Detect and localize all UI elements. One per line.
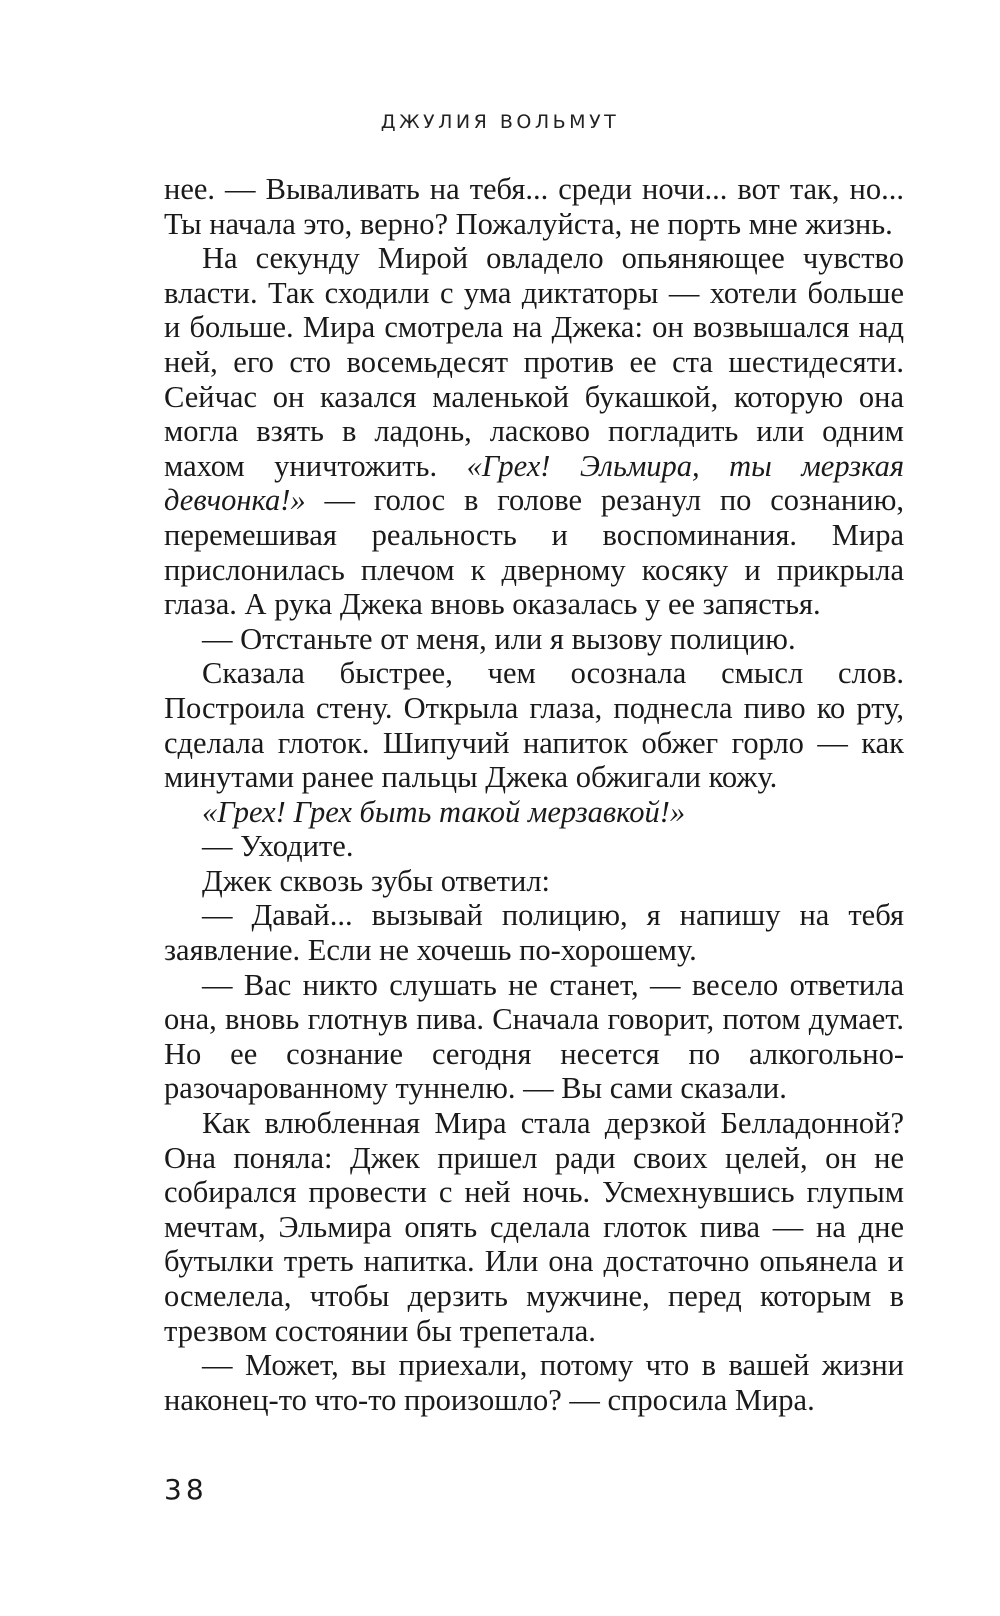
- dialogue-line: — Отстаньте от меня, или я вызову полицию.: [202, 621, 796, 656]
- dialogue-line: — Уходите.: [202, 829, 354, 864]
- paragraph: нее. — Вываливать на тебя... среди ночи... вот так, но... Ты начала это, верно? Пожалуйста, не порть мне жизнь.: [164, 172, 904, 241]
- paragraph: Сказала быстрее, чем осознала смысл слов. Построила стену. Открыла глаза, поднесла пиво ко рту, сделала глоток. Шипучий напиток обжег горло — как минутами ранее пальцы Джека обжигали кожу.: [164, 656, 904, 795]
- body-text: [164, 172, 904, 1417]
- running-header-author: ДЖУЛИЯ ВОЛЬМУТ: [380, 111, 620, 133]
- paragraph-text: На секунду Мирой овладело опьяняющее чувство власти. Так сходили с ума диктаторы — хотели больше и больше. Мира смотрела на Джека: он возвышался над ней, его сто восемьдесят против ее ста шестидесяти. Сейчас он казался маленькой букашкой, которую она могла взять в ладонь, ласково погладить или одним махом уничтожить.: [164, 241, 904, 483]
- italic-quote-paragraph: [164, 795, 904, 830]
- italic-quote: «Грех! Грех быть такой мерзавкой!»: [202, 794, 686, 829]
- page-number: 38: [164, 1473, 208, 1506]
- dialogue-line: — Может, вы приехали, потому что в вашей жизни наконец-то что-то произошло? — спросила Мира.: [164, 1348, 904, 1417]
- paragraph-text: — голос в голове резанул по сознанию, перемешивая реальность и воспоминания. Мира прислонилась плечом к дверному косяку и прикрыла глаза. А рука Джека вновь оказалась у ее запястья.: [164, 483, 904, 622]
- italic-quote: «Грех! Эльмира, ты мерзкая девчонка!»: [164, 448, 904, 518]
- dialogue-line: — Давай... вызывай полицию, я напишу на тебя заявление. Если не хочешь по-хорошему.: [164, 898, 904, 968]
- paragraph: Как влюбленная Мира стала дерзкой Белладонной? Она поняла: Джек пришел ради своих целей, он не собирался провести с ней ночь. Усмехнувшись глупым мечтам, Эльмира опять сделала глоток пива — на дне бутылки треть напитка. Или она достаточно опьянела и осмелела, чтобы дерзить мужчине, перед которым в трезвом состоянии бы трепетала.: [164, 1106, 904, 1348]
- paragraph: Джек сквозь зубы ответил:: [202, 863, 551, 898]
- dialogue-line: — Вас никто слушать не станет, — весело ответила она, вновь глотнув пива. Сначала говорит, потом думает. Но ее сознание сегодня несется по алкогольно-разочарованному туннелю. — Вы сами сказали.: [164, 967, 904, 1106]
- paragraph: [164, 241, 904, 622]
